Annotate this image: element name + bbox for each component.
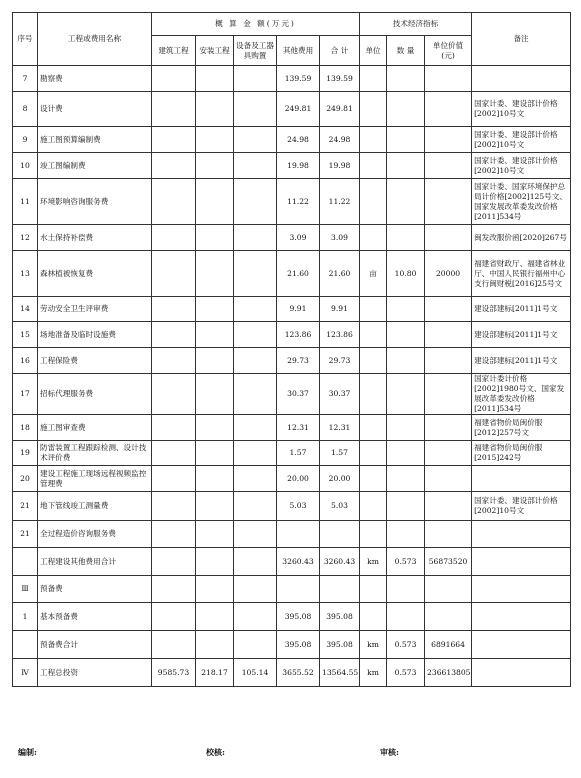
- cell-other: 249.81: [277, 92, 320, 127]
- cell-other: 24.98: [277, 127, 320, 153]
- cell-unit: km: [360, 548, 387, 576]
- header-remark: 备注: [472, 13, 571, 66]
- cell-other: 20.00: [277, 466, 320, 492]
- cell-equipment: 105.14: [234, 659, 277, 687]
- table-row: [13, 251, 571, 297]
- cell-unit-price: [425, 153, 472, 179]
- cell-seq: 14: [13, 297, 38, 322]
- cell-installation: [196, 415, 234, 441]
- cell-other: [277, 521, 320, 548]
- cell-seq: 15: [13, 322, 38, 348]
- cell-note: [472, 548, 571, 576]
- cell-total: 5.03: [320, 492, 360, 521]
- footer-checked-by: 校核:: [206, 747, 225, 757]
- cell-item-name: 工程建设其他费用合计: [38, 548, 152, 576]
- table-row: [13, 374, 571, 415]
- cell-other: 395.08: [277, 603, 320, 631]
- cell-quantity: [387, 348, 425, 374]
- cell-construction: [152, 153, 196, 179]
- cell-unit: [360, 521, 387, 548]
- cell-construction: [152, 548, 196, 576]
- cell-unit: [360, 374, 387, 415]
- cell-unit: [360, 576, 387, 603]
- table-row: [13, 466, 571, 492]
- table-row: [13, 548, 571, 576]
- cell-quantity: 0.573: [387, 659, 425, 687]
- header-quantity: 数 量: [387, 36, 425, 66]
- cell-other: 3260.43: [277, 548, 320, 576]
- cell-construction: [152, 631, 196, 659]
- cell-quantity: [387, 127, 425, 153]
- cell-total: 395.08: [320, 603, 360, 631]
- cell-item-name: 施工图预算编制费: [38, 127, 152, 153]
- cell-unit: 亩: [360, 251, 387, 297]
- cell-note: [472, 521, 571, 548]
- cell-note: [472, 466, 571, 492]
- cell-equipment: [234, 603, 277, 631]
- budget-table: [12, 12, 571, 687]
- cell-item-name: 森林植被恢复费: [38, 251, 152, 297]
- cell-seq: Ⅲ: [13, 576, 38, 603]
- cell-unit-price: [425, 603, 472, 631]
- cell-installation: [196, 492, 234, 521]
- cell-unit: [360, 225, 387, 251]
- cell-unit-price: [425, 179, 472, 225]
- table-row: [13, 92, 571, 127]
- cell-unit-price: 56873520: [425, 548, 472, 576]
- cell-unit-price: [425, 66, 472, 92]
- cell-total: 19.98: [320, 153, 360, 179]
- cell-unit: [360, 441, 387, 466]
- cell-note: 国家计委、建设部计价格[2002]10号文: [472, 127, 571, 153]
- cell-installation: [196, 603, 234, 631]
- cell-installation: [196, 66, 234, 92]
- footer-prepared-by: 编制:: [18, 747, 37, 757]
- cell-total: 139.59: [320, 66, 360, 92]
- cell-total: 13564.55: [320, 659, 360, 687]
- cell-item-name: 基本预备费: [38, 603, 152, 631]
- cell-seq: 21: [13, 492, 38, 521]
- cell-unit-price: 6891664: [425, 631, 472, 659]
- cell-total: [320, 576, 360, 603]
- cell-total: 30.37: [320, 374, 360, 415]
- cell-item-name: 招标代理服务费: [38, 374, 152, 415]
- header-installation: 安装工程: [196, 36, 234, 66]
- header-total: 合 计: [320, 36, 360, 66]
- header-seq: 序号: [13, 13, 38, 66]
- cell-quantity: [387, 92, 425, 127]
- cell-item-name: 工程总投资: [38, 659, 152, 687]
- cell-installation: [196, 466, 234, 492]
- cell-unit-price: [425, 521, 472, 548]
- cell-equipment: [234, 66, 277, 92]
- table-row: [13, 127, 571, 153]
- cell-note: 建设部建标[2011]1号文: [472, 322, 571, 348]
- cell-quantity: [387, 297, 425, 322]
- cell-note: 建设部建标[2011]1号文: [472, 348, 571, 374]
- cell-quantity: [387, 441, 425, 466]
- cell-unit: [360, 297, 387, 322]
- table-row: [13, 179, 571, 225]
- cell-note: [472, 659, 571, 687]
- cell-quantity: [387, 374, 425, 415]
- cell-quantity: 0.573: [387, 548, 425, 576]
- table-row: [13, 603, 571, 631]
- cell-item-name: 防雷装置工程跟踪检测、设计技术评价费: [38, 441, 152, 466]
- cell-seq: 17: [13, 374, 38, 415]
- cell-quantity: [387, 153, 425, 179]
- cell-other: 29.73: [277, 348, 320, 374]
- cell-construction: [152, 225, 196, 251]
- table-row: [13, 441, 571, 466]
- cell-seq: [13, 548, 38, 576]
- cell-seq: 7: [13, 66, 38, 92]
- cell-installation: [196, 548, 234, 576]
- cell-seq: 21: [13, 521, 38, 548]
- cell-unit-price: [425, 466, 472, 492]
- header-equipment: 设备及工器具购置: [234, 36, 277, 66]
- table-row: [13, 492, 571, 521]
- cell-equipment: [234, 127, 277, 153]
- cell-quantity: [387, 322, 425, 348]
- header-item-name: 工程或费用名称: [38, 13, 152, 66]
- cell-total: 1.57: [320, 441, 360, 466]
- cell-construction: [152, 66, 196, 92]
- table-row: [13, 225, 571, 251]
- cell-equipment: [234, 466, 277, 492]
- footer-reviewed-by: 审核:: [380, 747, 399, 757]
- cell-installation: [196, 576, 234, 603]
- cell-construction: [152, 251, 196, 297]
- cell-unit-price: [425, 322, 472, 348]
- cell-installation: 218.17: [196, 659, 234, 687]
- cell-note: 闽发改服价函[2020]267号: [472, 225, 571, 251]
- cell-seq: 20: [13, 466, 38, 492]
- cell-construction: [152, 603, 196, 631]
- header-tech-group: 技术经济指标: [360, 13, 472, 36]
- cell-installation: [196, 374, 234, 415]
- cell-construction: [152, 92, 196, 127]
- cell-equipment: [234, 415, 277, 441]
- table-row: [13, 348, 571, 374]
- cell-item-name: 设计费: [38, 92, 152, 127]
- cell-construction: [152, 441, 196, 466]
- cell-unit: km: [360, 631, 387, 659]
- cell-other: 30.37: [277, 374, 320, 415]
- cell-total: 123.86: [320, 322, 360, 348]
- cell-construction: 9585.73: [152, 659, 196, 687]
- cell-unit: km: [360, 659, 387, 687]
- cell-other: 12.31: [277, 415, 320, 441]
- cell-total: 9.91: [320, 297, 360, 322]
- cell-quantity: [387, 576, 425, 603]
- cell-item-name: 劳动安全卫生评审费: [38, 297, 152, 322]
- cell-total: 24.98: [320, 127, 360, 153]
- table-row: [13, 322, 571, 348]
- cell-installation: [196, 251, 234, 297]
- cell-item-name: 竣工图编制费: [38, 153, 152, 179]
- cell-total: 12.31: [320, 415, 360, 441]
- cell-unit: [360, 322, 387, 348]
- cell-other: 1.57: [277, 441, 320, 466]
- cell-seq: 11: [13, 179, 38, 225]
- cell-total: 395.08: [320, 631, 360, 659]
- cell-other: 9.91: [277, 297, 320, 322]
- cell-total: 249.81: [320, 92, 360, 127]
- cell-construction: [152, 492, 196, 521]
- cell-equipment: [234, 251, 277, 297]
- cell-installation: [196, 153, 234, 179]
- cell-other: 139.59: [277, 66, 320, 92]
- cell-construction: [152, 297, 196, 322]
- cell-item-name: 预备费合计: [38, 631, 152, 659]
- cell-other: [277, 576, 320, 603]
- cell-seq: 1: [13, 603, 38, 631]
- cell-quantity: [387, 415, 425, 441]
- cell-equipment: [234, 322, 277, 348]
- cell-total: 21.60: [320, 251, 360, 297]
- cell-installation: [196, 322, 234, 348]
- cell-unit: [360, 153, 387, 179]
- table-row: [13, 631, 571, 659]
- cell-equipment: [234, 441, 277, 466]
- cell-item-name: 施工图审查费: [38, 415, 152, 441]
- cell-note: 国家计委、建设部计价格[2002]10号文: [472, 153, 571, 179]
- cell-item-name: 地下管线竣工测量费: [38, 492, 152, 521]
- cell-unit: [360, 92, 387, 127]
- cell-quantity: [387, 179, 425, 225]
- cell-installation: [196, 127, 234, 153]
- cell-installation: [196, 631, 234, 659]
- cell-seq: 18: [13, 415, 38, 441]
- cell-equipment: [234, 179, 277, 225]
- cell-seq: 16: [13, 348, 38, 374]
- cell-unit-price: [425, 297, 472, 322]
- cell-installation: [196, 179, 234, 225]
- cell-other: 21.60: [277, 251, 320, 297]
- header-construction: 建筑工程: [152, 36, 196, 66]
- cell-seq: 13: [13, 251, 38, 297]
- cell-note: 福建省物价局闽价服[2012]257号文: [472, 415, 571, 441]
- cell-note: [472, 603, 571, 631]
- cell-equipment: [234, 576, 277, 603]
- cell-equipment: [234, 225, 277, 251]
- table-row: [13, 153, 571, 179]
- cell-construction: [152, 466, 196, 492]
- cell-seq: [13, 631, 38, 659]
- cell-total: 11.22: [320, 179, 360, 225]
- cell-unit: [360, 492, 387, 521]
- cell-note: 福建省财政厅、福建省林业厅、中国人民银行福州中心支行闽财税[2016]25号文: [472, 251, 571, 297]
- cell-seq: 8: [13, 92, 38, 127]
- cell-unit-price: [425, 348, 472, 374]
- table-row: [13, 297, 571, 322]
- table-row: [13, 659, 571, 687]
- cell-installation: [196, 225, 234, 251]
- cell-unit-price: [425, 441, 472, 466]
- cell-equipment: [234, 548, 277, 576]
- cell-installation: [196, 441, 234, 466]
- cell-equipment: [234, 297, 277, 322]
- cell-equipment: [234, 492, 277, 521]
- cell-item-name: 工程保险费: [38, 348, 152, 374]
- table-body: [13, 66, 571, 687]
- cell-quantity: [387, 492, 425, 521]
- cell-equipment: [234, 348, 277, 374]
- cell-unit-price: [425, 415, 472, 441]
- cell-total: 29.73: [320, 348, 360, 374]
- cell-installation: [196, 297, 234, 322]
- cell-item-name: 环境影响咨询服务费: [38, 179, 152, 225]
- cell-other: 395.08: [277, 631, 320, 659]
- cell-note: [472, 66, 571, 92]
- cell-seq: 9: [13, 127, 38, 153]
- cell-seq: 19: [13, 441, 38, 466]
- cell-quantity: [387, 466, 425, 492]
- cell-unit-price: 236613805: [425, 659, 472, 687]
- cell-unit-price: [425, 492, 472, 521]
- cell-unit-price: [425, 92, 472, 127]
- cell-note: 国家计委、建设部计价格[2002]10号文: [472, 92, 571, 127]
- cell-quantity: 10.80: [387, 251, 425, 297]
- cell-quantity: [387, 66, 425, 92]
- cell-total: 3260.43: [320, 548, 360, 576]
- cell-equipment: [234, 374, 277, 415]
- cell-other: 19.98: [277, 153, 320, 179]
- cell-other: 5.03: [277, 492, 320, 521]
- cell-quantity: 0.573: [387, 631, 425, 659]
- cell-unit: [360, 415, 387, 441]
- cell-item-name: 水土保持补偿费: [38, 225, 152, 251]
- cell-note: 国家计委、国家环境保护总局计价格[2002]125号文、国家发展改革委发改价格[2011]534号: [472, 179, 571, 225]
- cell-construction: [152, 415, 196, 441]
- cell-note: 福建省物价局闽价服[2015]242号: [472, 441, 571, 466]
- cell-construction: [152, 374, 196, 415]
- cell-installation: [196, 92, 234, 127]
- cell-other: 3655.52: [277, 659, 320, 687]
- cell-note: [472, 576, 571, 603]
- cell-note: 国家计委、建设部计价格[2002]10号文: [472, 492, 571, 521]
- cell-unit-price: [425, 374, 472, 415]
- cell-seq: 12: [13, 225, 38, 251]
- cell-quantity: [387, 225, 425, 251]
- cell-installation: [196, 348, 234, 374]
- cell-other: 123.86: [277, 322, 320, 348]
- cell-note: 建设部建标[2011]1号文: [472, 297, 571, 322]
- cell-unit-price: 20000: [425, 251, 472, 297]
- cell-construction: [152, 576, 196, 603]
- cell-equipment: [234, 92, 277, 127]
- cell-installation: [196, 521, 234, 548]
- cell-note: [472, 631, 571, 659]
- table-row: [13, 521, 571, 548]
- cell-unit: [360, 179, 387, 225]
- cell-quantity: [387, 603, 425, 631]
- cell-construction: [152, 521, 196, 548]
- cell-equipment: [234, 631, 277, 659]
- header-estimate-group: 概 算 金 额(万元): [152, 13, 360, 36]
- cell-total: 3.09: [320, 225, 360, 251]
- cell-item-name: 全过程造价咨询服务费: [38, 521, 152, 548]
- cell-construction: [152, 322, 196, 348]
- cell-equipment: [234, 521, 277, 548]
- cell-unit: [360, 127, 387, 153]
- cell-construction: [152, 179, 196, 225]
- cell-unit-price: [425, 225, 472, 251]
- cell-construction: [152, 127, 196, 153]
- cell-other: 11.22: [277, 179, 320, 225]
- cell-unit: [360, 348, 387, 374]
- cell-unit-price: [425, 576, 472, 603]
- cell-item-name: 预备费: [38, 576, 152, 603]
- cell-unit: [360, 66, 387, 92]
- cell-item-name: 建设工程施工现场远程视频监控管理费: [38, 466, 152, 492]
- cell-unit-price: [425, 127, 472, 153]
- cell-unit: [360, 603, 387, 631]
- cell-seq: 10: [13, 153, 38, 179]
- cell-quantity: [387, 521, 425, 548]
- header-unit-price: 单位价值(元): [425, 36, 472, 66]
- header-unit: 单位: [360, 36, 387, 66]
- cell-equipment: [234, 153, 277, 179]
- cell-construction: [152, 348, 196, 374]
- cell-item-name: 勘察费: [38, 66, 152, 92]
- cell-seq: Ⅳ: [13, 659, 38, 687]
- table-row: [13, 576, 571, 603]
- cell-unit: [360, 466, 387, 492]
- table-row: [13, 66, 571, 92]
- cell-item-name: 场地准备及临时设施费: [38, 322, 152, 348]
- cell-total: [320, 521, 360, 548]
- cell-note: 国家计委计价格[2002]1980号文、国家发展改革委发改价格[2011]534号: [472, 374, 571, 415]
- cell-total: 20.00: [320, 466, 360, 492]
- table-row: [13, 415, 571, 441]
- header-other: 其他费用: [277, 36, 320, 66]
- cell-other: 3.09: [277, 225, 320, 251]
